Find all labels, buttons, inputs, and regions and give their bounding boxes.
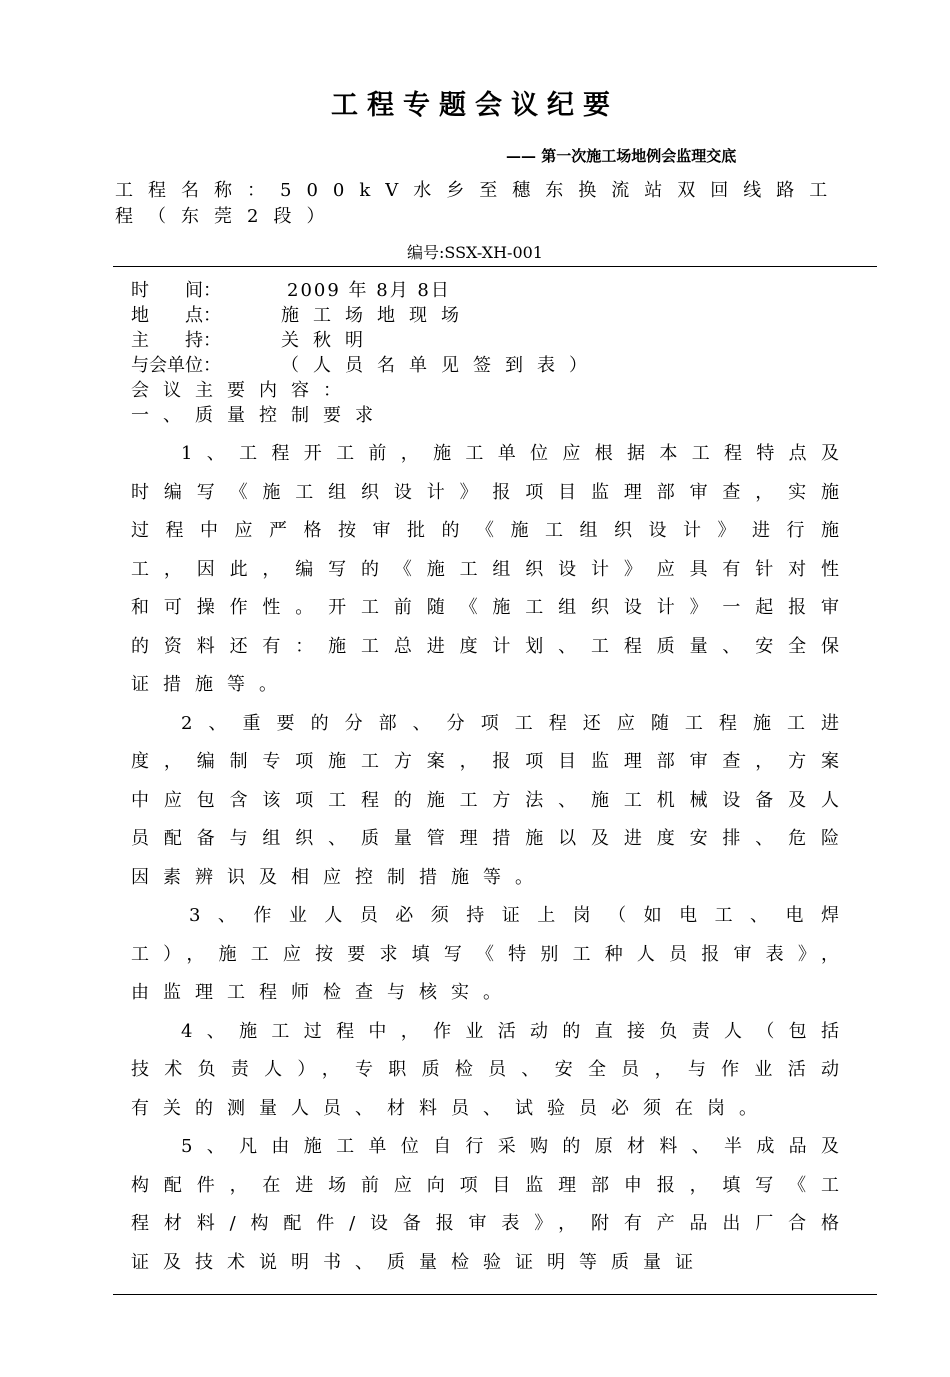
host-value: 关秋明 bbox=[281, 330, 377, 351]
time-row bbox=[131, 278, 861, 303]
paragraph-4: 4、施工过程中，作业活动的直接负责人（包括技术负责人），专职质检员、安全员，与作业活动有关的测量人员、材料员、试验员必须在岗。 bbox=[131, 1020, 853, 1119]
section-heading: 一、质量控制要求 bbox=[131, 405, 387, 426]
time-label: 时 间： bbox=[131, 280, 221, 301]
top-divider bbox=[113, 266, 877, 267]
attendees-value: （人员名单见签到表） bbox=[281, 355, 601, 376]
place-row bbox=[131, 303, 861, 328]
attendees-row bbox=[131, 353, 861, 378]
time-value: 2009 年 8月 8日 bbox=[287, 280, 451, 301]
host-label: 主 持： bbox=[131, 330, 221, 351]
paragraph-2: 2、重要的分部、分项工程还应随工程施工进度，编制专项施工方案，报项目监理部审查，方案中应包含该项工程的施工方法、施工机械设备及人员配备与组织、质量管理措施以及进度安排、危险因素辨识及相应控制措施等。 bbox=[131, 712, 853, 888]
document-title: 工程专题会议纪要 bbox=[331, 90, 619, 121]
paragraph-5: 5、凡由施工单位自行采购的原材料、半成品及构配件，在进场前应向项目监理部申报，填写《工程材料/构配件/设备报审表》，附有产品出厂合格证及技术说明书、质量检验证明等质量证 bbox=[131, 1136, 853, 1273]
place-label: 地 点： bbox=[131, 305, 221, 326]
attendees-label: 与会单位： bbox=[131, 355, 221, 376]
paragraph-3: 3、作业人员必须持证上岗（如电工、电焊工），施工应按要求填写《特别工种人员报审表》，由监理工程师检查与核实。 bbox=[131, 905, 853, 1003]
place-value: 施工场地现场 bbox=[281, 305, 473, 326]
project-name-line: 工程名称：500kV水乡至穗东换流站双回线路工程（东莞2段） bbox=[115, 180, 843, 227]
document-number: 编号:SSX-XH-001 bbox=[407, 243, 543, 262]
meeting-info bbox=[131, 278, 861, 428]
paragraph-1: 1、工程开工前，施工单位应根据本工程特点及时编写《施工组织设计》报项目监理部审查，实施过程中应严格按审批的《施工组织设计》进行施工，因此，编写的《施工组织设计》应具有针对性和可操作性。开工前随《施工组织设计》一起报审的资料还有：施工总进度计划、工程质量、安全保证措施等。 bbox=[131, 443, 853, 695]
meeting-content bbox=[131, 435, 853, 1282]
document-subtitle: —— 第一次施工场地例会监理交底 bbox=[506, 147, 737, 165]
bottom-divider bbox=[113, 1294, 877, 1295]
host-row bbox=[131, 328, 861, 353]
content-label: 会议主要内容： bbox=[131, 380, 355, 401]
